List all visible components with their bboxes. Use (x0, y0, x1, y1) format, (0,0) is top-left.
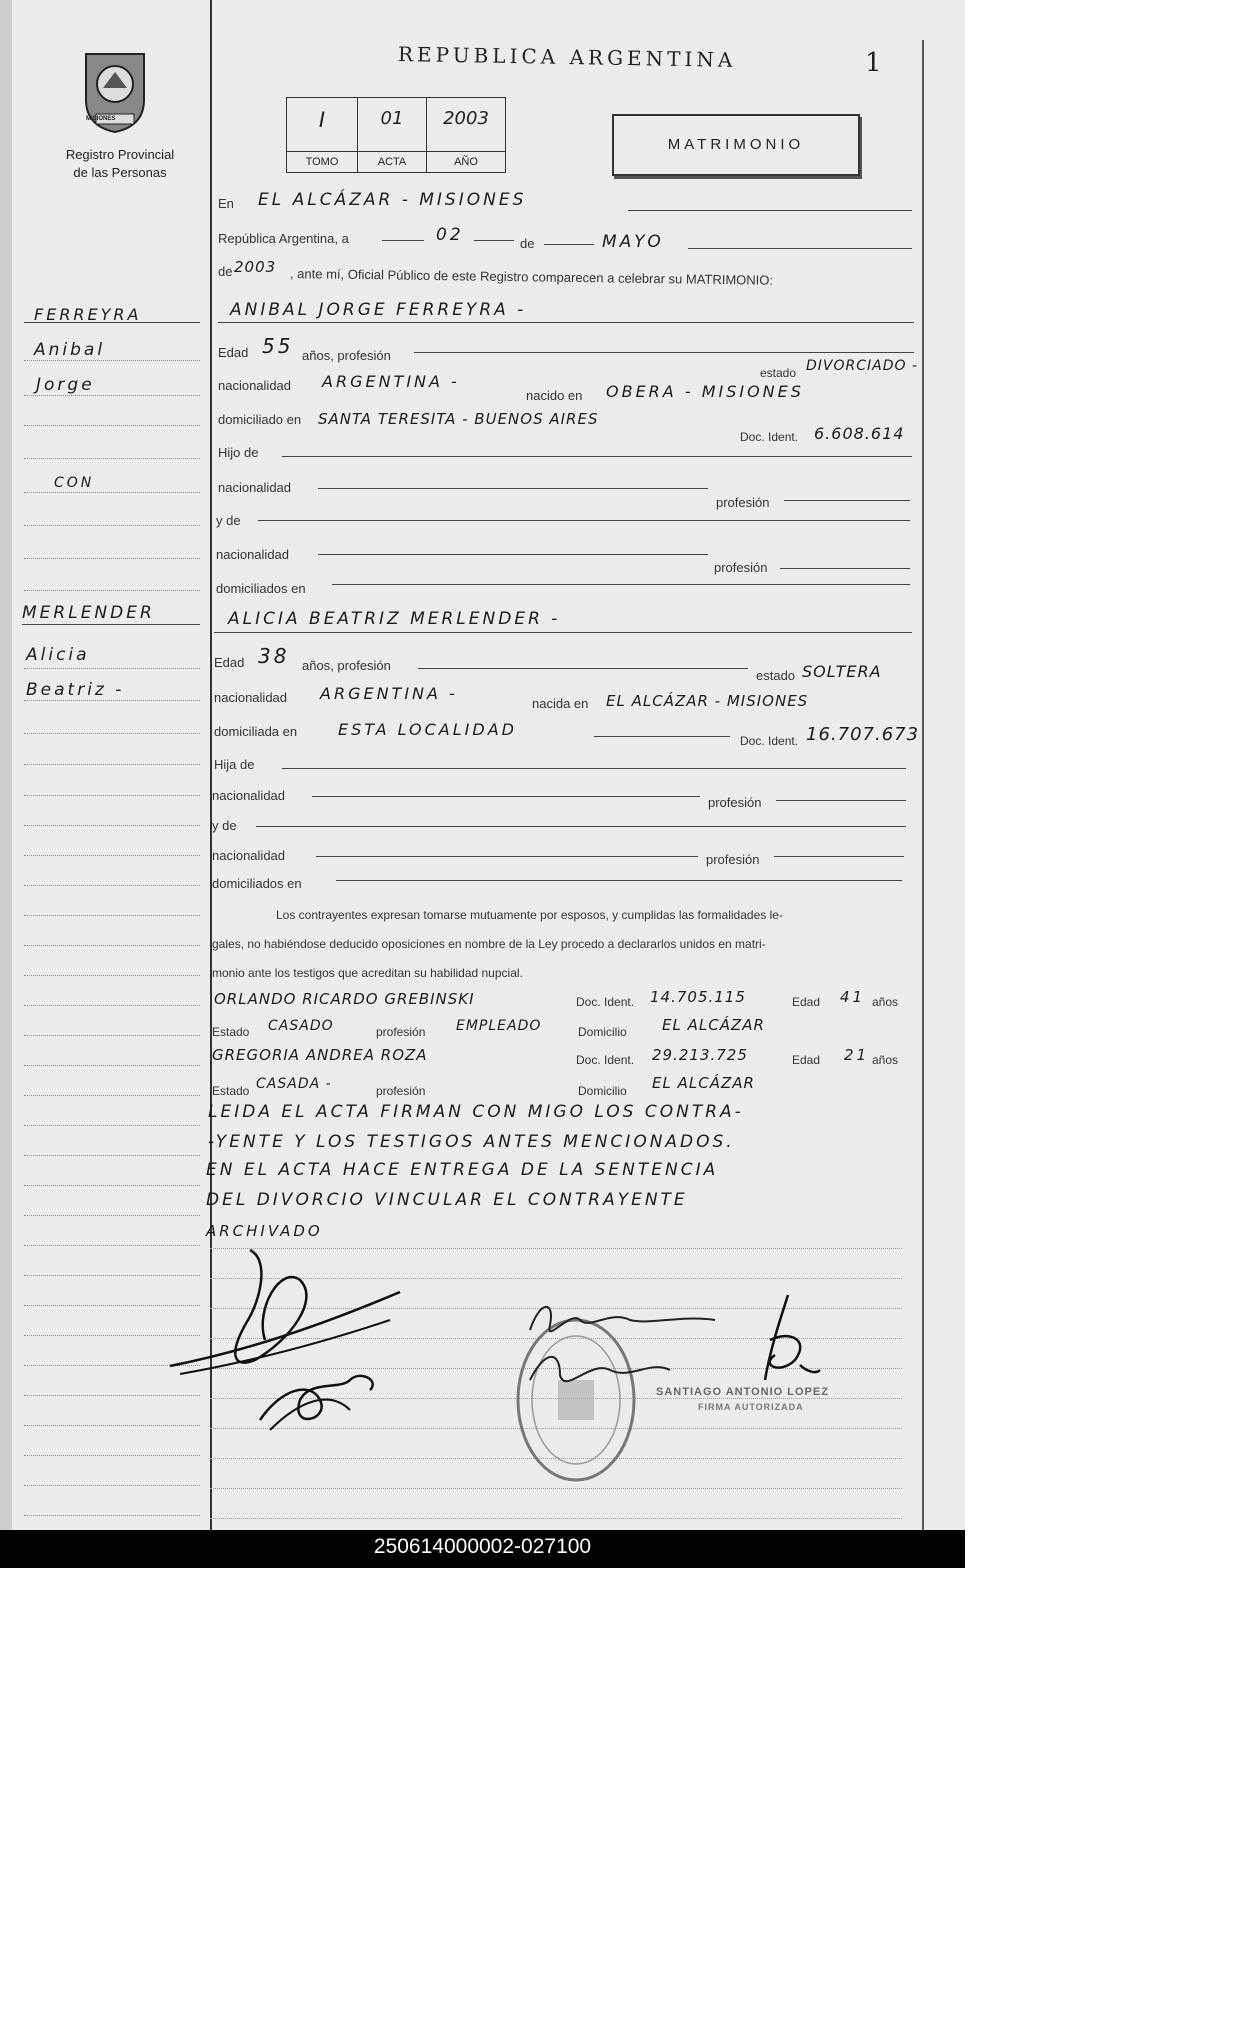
witness1-name: ORLANDO RICARDO GREBINSKI (214, 990, 475, 1008)
rule (24, 1485, 200, 1486)
rule (24, 1095, 200, 1096)
groom-nationality: ARGENTINA - (322, 372, 460, 391)
profesion-label: profesión (706, 852, 760, 867)
rule (24, 764, 200, 765)
rule (24, 1215, 200, 1216)
witness-signatures-icon (520, 1290, 730, 1400)
nacionalidad-label: nacionalidad (218, 378, 292, 393)
rule (210, 1518, 902, 1519)
rule (24, 360, 200, 361)
domicilio-label: Domicilio (578, 1084, 627, 1098)
day-value: 02 (436, 225, 464, 245)
groom-name2: Jorge (36, 375, 95, 395)
hija-de-label: Hija de (214, 757, 255, 772)
edad-label: Edad (218, 345, 249, 360)
document-type: MATRIMONIO (667, 136, 805, 153)
tomo-cell (287, 98, 358, 172)
rule (256, 826, 906, 827)
groom-doc: 6.608.614 (814, 424, 905, 443)
witness1-status: CASADO (268, 1018, 334, 1034)
groom-surname: FERREYRA (34, 305, 142, 324)
officer-signature-icon (740, 1290, 830, 1400)
barcode-footer (0, 1530, 965, 1568)
rule (24, 1125, 200, 1126)
domiciliados-label: domiciliados en (212, 876, 302, 891)
rule (24, 668, 200, 669)
registry-label (55, 146, 185, 182)
rule (628, 210, 912, 211)
profesion-label: profesión (716, 495, 770, 510)
anio-value: 2003 (443, 108, 489, 129)
statement-line1: Los contrayentes expresan tomarse mutuamente por esposos, y cumplidas las formalidades le- (276, 908, 783, 922)
place-value: EL ALCÁZAR - MISIONES (258, 190, 527, 210)
rule (24, 885, 200, 886)
witness1-age: 41 (840, 988, 866, 1006)
de-label: de (520, 236, 535, 251)
witness1-profession: EMPLEADO (456, 1018, 542, 1034)
rule (24, 915, 200, 916)
rule (332, 584, 910, 585)
rule (24, 558, 200, 559)
bride-name1: Alicia (26, 645, 90, 665)
profesion-label: profesión (376, 1025, 426, 1039)
bride-nationality: ARGENTINA - (320, 684, 458, 703)
intro-text: , ante mí, Oficial Público de este Registro comparecen a celebrar su MATRIMONIO: (289, 266, 774, 288)
y-de-label: y de (216, 513, 241, 528)
rule (414, 352, 914, 353)
witness2-doc: 29.213.725 (652, 1046, 748, 1064)
anio-label: AÑO (427, 151, 505, 172)
groom-name1: Anibal (34, 340, 106, 360)
bride-address: ESTA LOCALIDAD (338, 720, 517, 739)
anos-label: años (872, 1053, 899, 1067)
anos-label: años (872, 995, 899, 1009)
rule (24, 825, 200, 826)
bride-doc: 16.707.673 (806, 724, 920, 745)
officer-stamp-name: SANTIAGO ANTONIO LOPEZ (656, 1386, 829, 1398)
profesion-label: profesión (708, 795, 762, 810)
notes-line2: -YENTE Y LOS TESTIGOS ANTES MENCIONADOS. (208, 1132, 735, 1152)
page-number: 1 (865, 48, 882, 78)
witness2-name: GREGORIA ANDREA ROZA (212, 1046, 428, 1064)
notes-line5: ARCHIVADO (206, 1222, 323, 1240)
rule (24, 1455, 200, 1456)
rule (24, 590, 200, 591)
rule (218, 322, 914, 323)
acta-cell (358, 98, 427, 172)
notes-line4: DEL DIVORCIO VINCULAR EL CONTRAYENTE (206, 1190, 688, 1210)
notes-line3: EN EL ACTA HACE ENTREGA DE LA SENTENCIA (206, 1160, 719, 1180)
rule (24, 1005, 200, 1006)
en-label: En (218, 196, 234, 211)
bride-surname: MERLENDER (22, 603, 155, 623)
rule (784, 500, 910, 501)
domiciliados-label: domiciliados en (216, 581, 306, 596)
barcode-text: 250614000002-027100 (373, 1535, 592, 1558)
rule (24, 1035, 200, 1036)
rule (316, 856, 698, 857)
rule (24, 458, 200, 459)
witness2-age: 21 (844, 1046, 870, 1064)
acta-label: ACTA (358, 151, 426, 172)
rule (780, 568, 910, 569)
nacionalidad-label: nacionalidad (218, 480, 292, 495)
edad-label: Edad (214, 655, 245, 670)
rule (318, 488, 708, 489)
rule (24, 525, 200, 526)
rule (24, 700, 200, 701)
y-de-label: y de (212, 818, 237, 833)
anos-profesion-label: años, profesión (302, 658, 391, 673)
rule (594, 736, 730, 737)
rule (24, 395, 200, 396)
hijo-de-label: Hijo de (218, 445, 259, 460)
nacionalidad-label: nacionalidad (212, 848, 286, 863)
rule (776, 800, 906, 801)
rule (688, 248, 912, 249)
rule (214, 632, 912, 633)
edad-label: Edad (792, 995, 821, 1009)
republica-label: República Argentina, a (218, 231, 349, 246)
estado-label: estado (760, 366, 797, 380)
seal-text: MISIONES (86, 116, 116, 122)
rule (318, 554, 708, 555)
domiciliada-label: domiciliada en (214, 724, 298, 739)
nacionalidad-label: nacionalidad (214, 690, 288, 705)
rule (258, 520, 910, 521)
groom-full-name: ANIBAL JORGE FERREYRA - (230, 300, 527, 320)
rule (24, 855, 200, 856)
statement-line2: gales, no habiéndose deducido oposiciones en nombre de la Ley procedo a declararlos unidos en matri- (212, 937, 766, 951)
rule (24, 1515, 200, 1516)
right-rule (922, 40, 924, 1530)
page-edge (0, 0, 12, 1530)
rule (382, 240, 424, 241)
anio-cell (427, 98, 505, 172)
rule (22, 624, 200, 625)
rule (24, 425, 200, 426)
estado-label: Estado (212, 1084, 250, 1098)
domiciliado-label: domiciliado en (218, 412, 302, 427)
rule (24, 1155, 200, 1156)
rule (544, 244, 594, 245)
con-text: CON (54, 475, 95, 491)
rule (418, 668, 748, 669)
witness1-doc: 14.705.115 (650, 988, 746, 1006)
rule (24, 945, 200, 946)
rule (24, 975, 200, 976)
bride-name2: Beatriz - (26, 680, 125, 700)
doc-ident-label: Doc. Ident. (740, 734, 799, 748)
groom-address: SANTA TERESITA - BUENOS AIRES (318, 410, 599, 428)
bride-birthplace: EL ALCÁZAR - MISIONES (606, 692, 809, 710)
nacionalidad-label: nacionalidad (216, 547, 290, 562)
profesion-label: profesión (714, 560, 768, 575)
doc-ident-label: Doc. Ident. (576, 995, 635, 1009)
rule (282, 768, 906, 769)
edad-label: Edad (792, 1053, 821, 1067)
matrimonio-box (612, 114, 860, 176)
doc-ident-label: Doc. Ident. (576, 1053, 635, 1067)
de2-label: de (218, 264, 233, 279)
bride-full-name: ALICIA BEATRIZ MERLENDER - (228, 609, 561, 629)
tomo-label: TOMO (287, 151, 357, 172)
profesion-label: profesión (376, 1084, 426, 1098)
anos-profesion-label: años, profesión (302, 348, 391, 363)
officer-stamp-title: FIRMA AUTORIZADA (698, 1402, 804, 1412)
estado-label: Estado (212, 1025, 250, 1039)
rule (474, 240, 514, 241)
nacionalidad-label: nacionalidad (212, 788, 286, 803)
month-value: MAYO (602, 232, 664, 252)
year-value: 2003 (234, 258, 277, 276)
witness2-address: EL ALCÁZAR (652, 1074, 755, 1092)
rule (24, 492, 200, 493)
acta-value: 01 (380, 108, 404, 129)
rule (24, 1065, 200, 1066)
registry-line1: Registro Provincial (65, 147, 175, 162)
witness1-address: EL ALCÁZAR (662, 1016, 765, 1034)
bride-signature-icon (250, 1360, 390, 1440)
nacida-en-label: nacida en (532, 696, 589, 711)
country-title: REPUBLICA ARGENTINA (397, 42, 737, 72)
statement-line3: monio ante los testigos que acreditan su habilidad nupcial. (212, 966, 523, 980)
notes-line1: LEIDA EL ACTA FIRMAN CON MIGO LOS CONTRA- (208, 1102, 744, 1122)
rule (24, 795, 200, 796)
rule (336, 880, 902, 881)
estado-label: estado (756, 668, 796, 683)
groom-age: 55 (262, 334, 294, 358)
rule (24, 1185, 200, 1186)
rule (312, 796, 700, 797)
bride-marital-status: SOLTERA (802, 662, 882, 681)
rule (774, 856, 904, 857)
registry-line2: de las Personas (73, 165, 167, 180)
groom-birthplace: OBERA - MISIONES (606, 382, 804, 401)
bride-age: 38 (258, 644, 290, 668)
tomo-value: I (318, 108, 326, 132)
rule (24, 733, 200, 734)
nacido-en-label: nacido en (526, 388, 583, 403)
record-boxes (286, 97, 506, 173)
rule (24, 322, 200, 323)
rule (282, 456, 912, 457)
witness2-status: CASADA - (256, 1076, 332, 1092)
domicilio-label: Domicilio (578, 1025, 627, 1039)
groom-marital-status: DIVORCIADO - (806, 358, 919, 374)
doc-ident-label: Doc. Ident. (740, 430, 799, 444)
